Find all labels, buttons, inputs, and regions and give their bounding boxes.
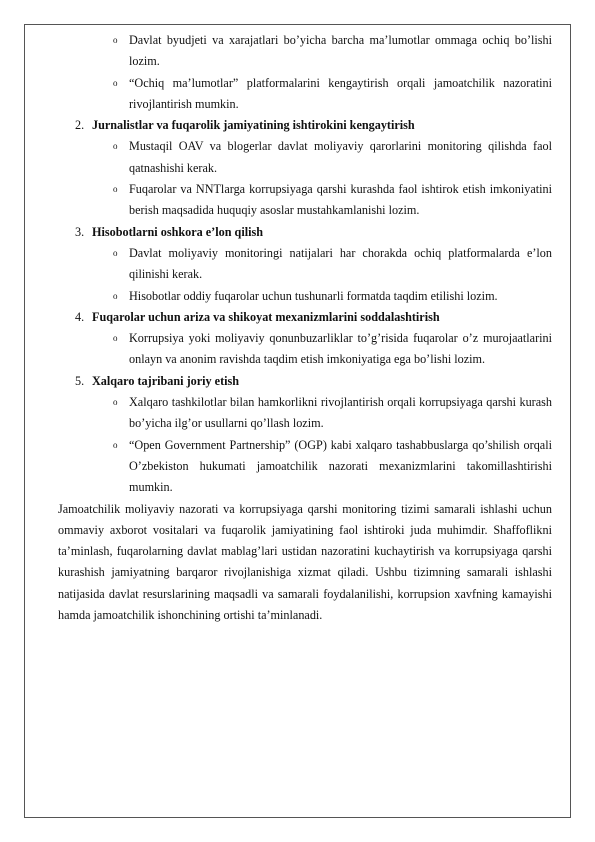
list-item-text: Hisobotlar oddiy fuqarolar uchun tushunarli formatda taqdim etilishi lozim. (129, 288, 498, 303)
section-title: Hisobotlarni oshkora e’lon qilish (92, 224, 263, 239)
list-item (113, 179, 552, 222)
pre-bullet-list (58, 30, 552, 115)
list-item-text: Xalqaro tashkilotlar bilan hamkorlikni rivojlantirish orqali korrupsiyaga qarshi kurash bo’yicha ilg’or usullarni qo’llash lozim. (129, 395, 552, 431)
document-body (58, 30, 552, 626)
list-item-text: “Ochiq ma’lumotlar” platformalarini kengaytirish orqali jamoatchilik nazoratini rivojlantirish mumkin. (129, 75, 552, 111)
section-title: Jurnalistlar va fuqarolik jamiyatining ishtirokini kengaytirish (92, 118, 415, 133)
section-title: Xalqaro tajribani joriy etish (92, 373, 240, 388)
list-item-text: Davlat byudjeti va xarajatlari bo’yicha barcha ma’lumotlar ommaga ochiq bo’lishi lozim. (129, 33, 552, 69)
section-heading (75, 371, 552, 392)
bullet-marker: o (113, 77, 118, 88)
bullet-marker: o (113, 397, 118, 408)
list-item (113, 243, 552, 286)
conclusion-paragraph: Jamoatchilik moliyaviy nazorati va korrupsiyaga qarshi monitoring tizimi samarali ishlashi uchun ommaviy axborot vositalari va fuqarolik jamiyatining faol ishtiroki juda muhimdir. Shaffoflikni ta’minlash, fuqarolarning davlat mablag’lari ustidan nazoratini kuchaytirish va korrupsiyaga qarshi kurashish jamiyatning barqaror rivojlanishiga xizmat qiladi. Ushbu tizimning samarali ishlashi natijasida davlat resurslarining maqsadli va samarali foydalanilishi, korrupsion xavfning kamayishi hamda jamoatchilik ishonchining ortishi ta’minlanadi. (58, 501, 552, 623)
section-heading (75, 222, 552, 243)
list-item (113, 136, 552, 179)
list-item-text: “Open Government Partnership” (OGP) kabi xalqaro tashabbuslarga qo’shilish orqali O’zbekiston hukumati jamoatchilik nazorati mexanizmlarini takomillashtirishi mumkin. (129, 437, 552, 495)
list-item (113, 30, 552, 73)
section-5 (58, 371, 552, 499)
section-number: 3. (75, 224, 85, 239)
list-item (113, 286, 552, 307)
list-item (113, 435, 552, 499)
bullet-marker: o (113, 290, 118, 301)
section-number: 5. (75, 373, 85, 388)
section-number: 2. (75, 118, 85, 133)
list-item-text: Fuqarolar va NNTlarga korrupsiyaga qarshi kurashda faol ishtirok etish imkoniyatini berish maqsadida huquqiy asoslar mustahkamlanishi lozim. (129, 182, 552, 218)
section-number: 4. (75, 309, 85, 324)
list-item-text: Korrupsiya yoki moliyaviy qonunbuzarliklar to’g’risida fuqarolar o’z murojaatlarini onlayn va anonim ravishda taqdim etish imkoniyatiga ega bo’lishi lozim. (129, 331, 552, 367)
list-item-text: Davlat moliyaviy monitoringi natijalari har chorakda ochiq platformalarda e’lon qilinishi kerak. (129, 245, 552, 282)
bullet-marker: o (113, 35, 118, 45)
section-4 (58, 307, 552, 371)
bullet-marker: o (113, 439, 118, 450)
list-item (113, 392, 552, 435)
list-item-text: Mustaqil OAV va blogerlar davlat moliyaviy qarorlarini monitoring qilishda faol qatnashishi kerak. (129, 139, 552, 175)
bullet-marker: o (113, 247, 118, 258)
section-3 (58, 222, 552, 307)
section-title: Fuqarolar uchun ariza va shikoyat mexanizmlarini soddalashtirish (92, 309, 440, 324)
bullet-marker: o (113, 333, 118, 344)
section-2 (58, 115, 552, 221)
section-heading (75, 115, 552, 136)
bullet-marker: o (113, 184, 118, 195)
section-heading (75, 307, 552, 328)
list-item (113, 73, 552, 116)
bullet-marker: o (113, 141, 118, 152)
list-item (113, 328, 552, 371)
